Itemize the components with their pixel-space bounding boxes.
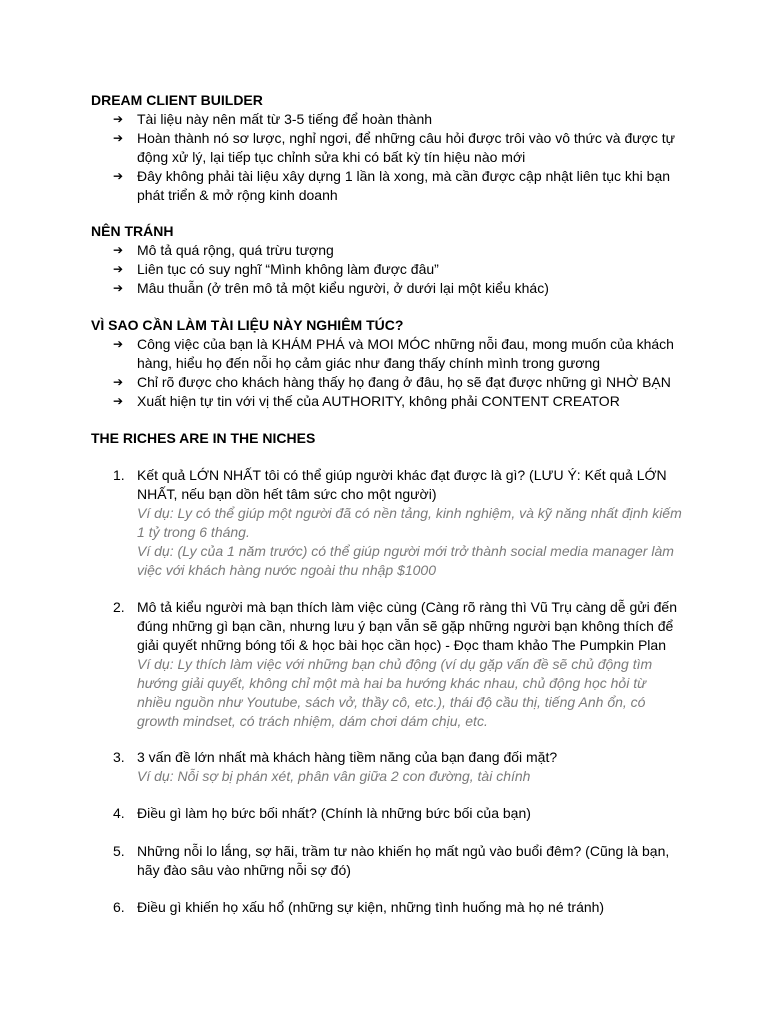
item-number: 4. xyxy=(113,805,125,821)
bullet-item xyxy=(113,373,693,392)
bullet-item xyxy=(113,167,693,205)
arrow-right-icon: ➔ xyxy=(113,243,124,257)
item-example: Ví dụ: (Ly của 1 năm trước) có thể giúp người mới trở thành social media manager làm việc với khách hàng nước ngoài thu nhập $1000 xyxy=(137,543,674,578)
item-number: 6. xyxy=(113,899,125,915)
bullet-item xyxy=(113,392,693,411)
numbered-item-3 xyxy=(113,748,683,786)
arrow-right-icon: ➔ xyxy=(113,169,124,183)
bullet-list-vi-sao xyxy=(113,335,693,411)
bullet-item xyxy=(113,335,693,373)
item-number: 2. xyxy=(113,599,125,615)
item-example: Ví dụ: Ly thích làm việc với những bạn chủ động (ví dụ gặp vấn đề sẽ chủ động tìm hướng giải quyết, không chỉ một mà hai ba hướng khác nhau, chủ động học hỏi từ nhiều nguồn như Youtube, sách vở, thầy cô, etc.), thái độ cầu thị, tiếng Anh ổn, có growth mindset, có trách nhiệm, dám chơi dám chịu, etc. xyxy=(137,656,653,729)
arrow-right-icon: ➔ xyxy=(113,281,124,295)
arrow-right-icon: ➔ xyxy=(113,375,124,389)
bullet-item xyxy=(113,110,693,129)
arrow-right-icon: ➔ xyxy=(113,337,124,351)
bullet-item xyxy=(113,129,693,167)
item-question: Những nỗi lo lắng, sợ hãi, trầm tư nào khiến họ mất ngủ vào buổi đêm? (Cũng là bạn, hãy đào sâu vào những nỗi sợ đó) xyxy=(137,843,670,878)
bullet-text: Xuất hiện tự tin với vị thế của AUTHORITY, không phải CONTENT CREATOR xyxy=(137,393,620,409)
item-number: 3. xyxy=(113,749,125,765)
item-example: Ví dụ: Ly có thể giúp một người đã có nền tảng, kinh nghiệm, và kỹ năng nhất định kiếm 1 tỷ trong 6 tháng. xyxy=(137,505,682,540)
numbered-item-2 xyxy=(113,598,683,731)
arrow-right-icon: ➔ xyxy=(113,394,124,408)
bullet-text: Hoàn thành nó sơ lược, nghỉ ngơi, để những câu hỏi được trôi vào vô thức và được tự động xử lý, lại tiếp tục chỉnh sửa khi có bất kỳ tín hiệu nào mới xyxy=(137,130,675,165)
bullet-item xyxy=(113,241,693,260)
section-heading-riches-niches: THE RICHES ARE IN THE NICHES xyxy=(91,430,316,446)
bullet-item xyxy=(113,279,693,298)
item-body xyxy=(137,466,683,580)
bullet-list-dream-client-builder xyxy=(113,110,693,205)
item-example: Ví dụ: Nỗi sợ bị phán xét, phân vân giữa 2 con đường, tài chính xyxy=(137,768,531,784)
arrow-right-icon: ➔ xyxy=(113,131,124,145)
item-question: Điều gì khiến họ xấu hổ (những sự kiện, những tình huống mà họ né tránh) xyxy=(137,899,605,915)
bullet-text: Chỉ rõ được cho khách hàng thấy họ đang ở đâu, họ sẽ đạt được những gì NHỜ BẠN xyxy=(137,374,671,390)
bullet-item xyxy=(113,260,693,279)
numbered-item-6 xyxy=(113,898,683,917)
section-heading-dream-client-builder: DREAM CLIENT BUILDER xyxy=(91,92,263,108)
section-heading-nen-tranh: NÊN TRÁNH xyxy=(91,223,174,239)
bullet-text: Mâu thuẫn (ở trên mô tả một kiểu người, ở dưới lại một kiểu khác) xyxy=(137,280,549,296)
item-question: Mô tả kiểu người mà bạn thích làm việc cùng (Càng rõ ràng thì Vũ Trụ càng dễ gửi đến đúng những gì bạn cần, nhưng lưu ý bạn vẫn sẽ gặp những người bạn không thích để giải quyết những bóng tối & học bài học cần học) - Đọc tham khảo The Pumpkin Plan xyxy=(137,599,677,653)
item-body xyxy=(137,804,683,823)
item-body xyxy=(137,598,683,731)
bullet-list-nen-tranh xyxy=(113,241,693,298)
bullet-text: Công việc của bạn là KHÁM PHÁ và MOI MÓC những nỗi đau, mong muốn của khách hàng, hiểu họ đến nỗi họ cảm giác như đang thấy chính mình trong gương xyxy=(137,336,674,371)
item-body xyxy=(137,748,683,786)
bullet-text: Tài liệu này nên mất từ 3-5 tiếng để hoàn thành xyxy=(137,111,433,127)
bullet-text: Mô tả quá rộng, quá trừu tượng xyxy=(137,242,334,258)
item-number: 5. xyxy=(113,843,125,859)
section-heading-vi-sao: VÌ SAO CẦN LÀM TÀI LIỆU NÀY NGHIÊM TÚC? xyxy=(91,317,404,333)
arrow-right-icon: ➔ xyxy=(113,112,124,126)
item-question: 3 vấn đề lớn nhất mà khách hàng tiềm năng của bạn đang đối mặt? xyxy=(137,749,558,765)
item-body xyxy=(137,898,683,917)
item-question: Kết quả LỚN NHẤT tôi có thể giúp người khác đạt được là gì? (LƯU Ý: Kết quả LỚN NHẤT, nếu bạn dồn hết tâm sức cho một người) xyxy=(137,467,667,502)
bullet-text: Liên tục có suy nghĩ “Mình không làm được đâu” xyxy=(137,261,439,277)
item-number: 1. xyxy=(113,467,125,483)
item-body xyxy=(137,842,683,880)
item-question: Điều gì làm họ bức bối nhất? (Chính là những bức bối của bạn) xyxy=(137,805,531,821)
numbered-item-5 xyxy=(113,842,683,880)
numbered-item-1 xyxy=(113,466,683,580)
bullet-text: Đây không phải tài liệu xây dựng 1 lần là xong, mà cần được cập nhật liên tục khi bạn phát triển & mở rộng kinh doanh xyxy=(137,168,671,203)
numbered-item-4 xyxy=(113,804,683,823)
arrow-right-icon: ➔ xyxy=(113,262,124,276)
